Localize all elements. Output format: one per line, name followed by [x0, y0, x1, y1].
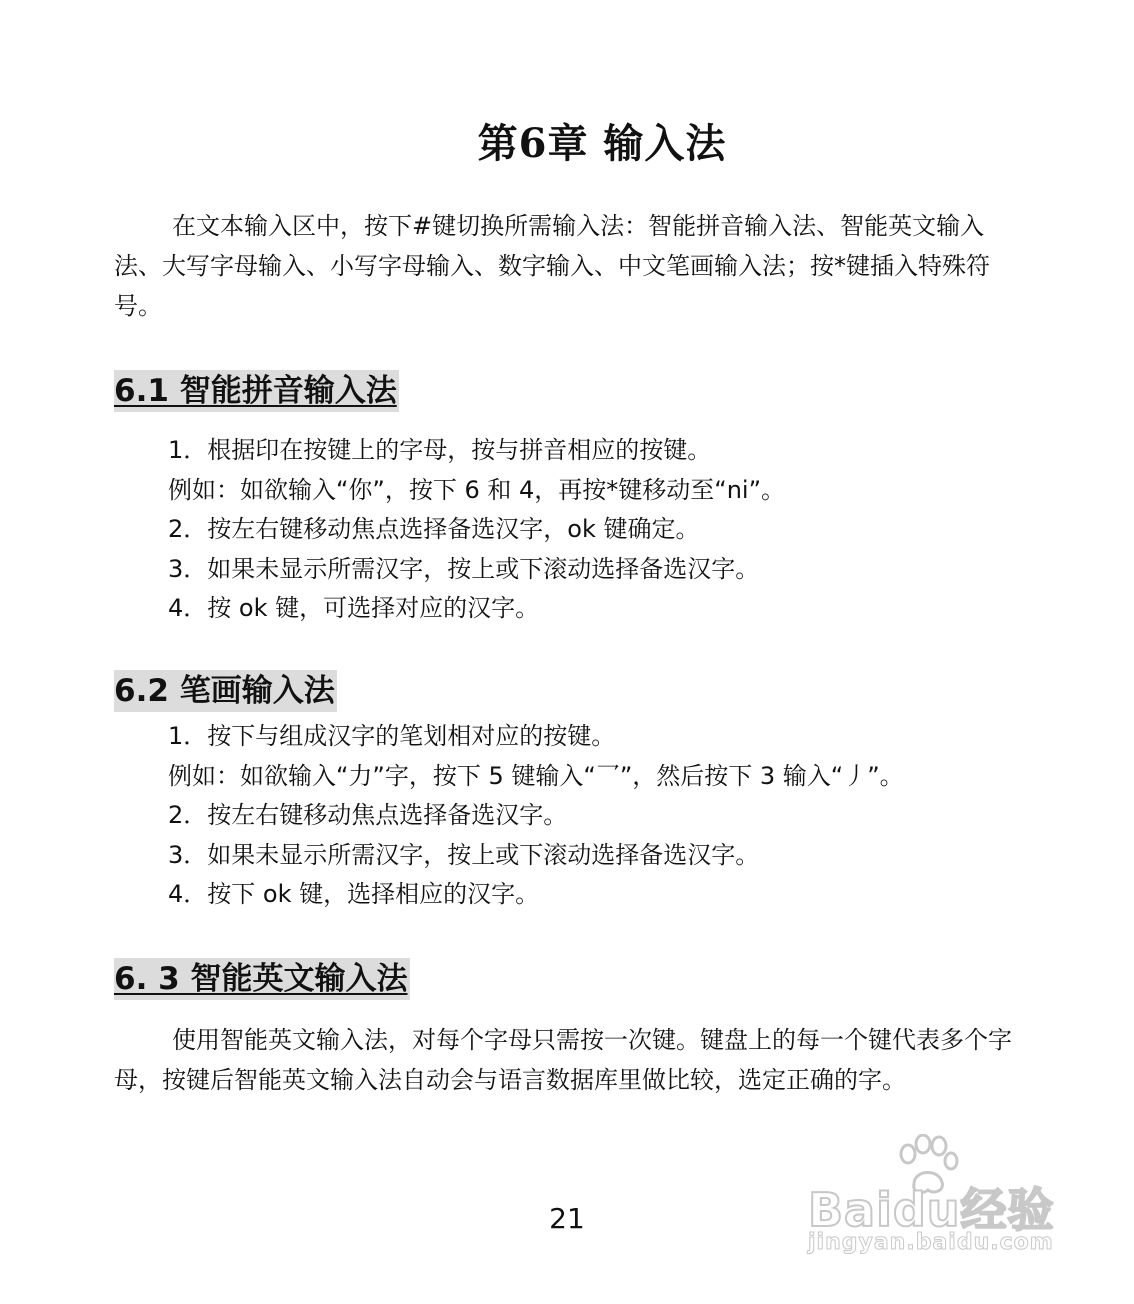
list-item: 2．按左右键移动焦点选择备选汉字。: [168, 801, 568, 829]
page-number: 21: [549, 1202, 585, 1235]
list-item: 4．按下 ok 键，选择相应的汉字。: [168, 880, 540, 908]
section-heading-6-3: 6. 3 智能英文输入法: [114, 958, 410, 1000]
list-item: 3．如果未显示所需汉字，按上或下滚动选择备选汉字。: [168, 554, 760, 583]
intro-paragraph: 在文本输入区中，按下#键切换所需输入法：智能拼音输入法、智能英文输入法、大写字母输入、小写字母输入、数字输入、中文笔画输入法；按*键插入特殊符号。: [114, 212, 990, 320]
section-6-2-steps: [168, 717, 904, 915]
list-item: 1．根据印在按键上的字母，按与拼音相应的按键。: [168, 436, 712, 464]
section-6-3-paragraph: 使用智能英文输入法，对每个字母只需按一次键。键盘上的每一个键代表多个字母，按键后智能英文输入法自动会与语言数据库里做比较，选定正确的字。: [114, 1026, 1012, 1094]
list-item: 1．按下与组成汉字的笔划相对应的按键。: [168, 722, 616, 750]
chapter-title: 第6章 输入法: [477, 120, 727, 167]
watermark-logo-text: Baidu经验: [808, 1183, 1055, 1237]
section-heading-6-1: 6.1 智能拼音输入法: [114, 370, 399, 412]
list-item: 2．按左右键移动焦点选择备选汉字，ok 键确定。: [168, 515, 700, 543]
watermark-url: jingyan.baidu.com: [808, 1230, 1054, 1255]
section-heading-6-2: 6.2 笔画输入法: [114, 670, 337, 712]
baidu-jingyan-watermark: [808, 1134, 1068, 1264]
list-item: 例如：如欲输入“你”，按下 6 和 4，再按*键移动至“ni”。: [168, 475, 786, 504]
list-item: 3．如果未显示所需汉字，按上或下滚动选择备选汉字。: [168, 840, 760, 869]
section-6-1-steps: [168, 431, 785, 629]
list-item: 4．按 ok 键，可选择对应的汉字。: [168, 594, 540, 622]
list-item: 例如：如欲输入“力”字，按下 5 键输入“乛”，然后按下 3 输入“丿”。: [168, 761, 904, 790]
